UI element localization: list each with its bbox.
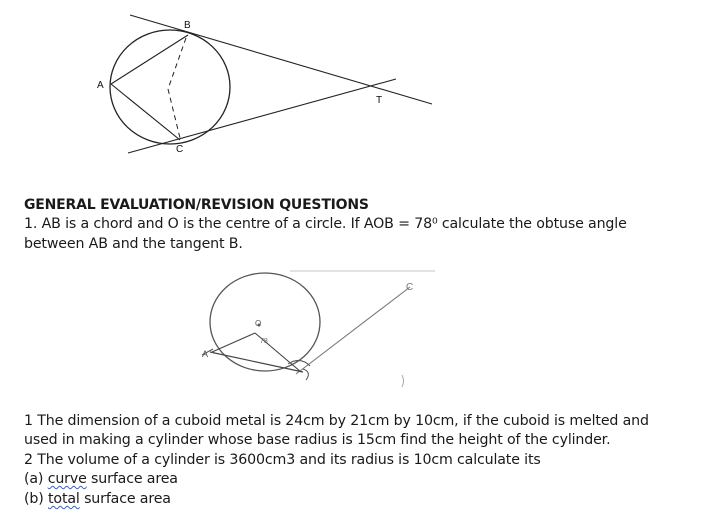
label-c: C: [176, 144, 184, 155]
part-a: [24, 471, 178, 487]
part-b: [24, 491, 171, 507]
label-o: O: [255, 319, 262, 328]
part-a-word: curve: [47, 471, 87, 487]
part-a-suffix: surface area: [86, 471, 178, 487]
question-1-line-1: 1. AB is a chord and O is the centre of a circle. If AOB = 78⁰ calculate the obtuse angle: [24, 216, 627, 232]
question-2-line-2: used in making a cylinder whose base radius is 15cm find the height of the cylinder.: [24, 432, 611, 448]
part-b-word: total: [48, 491, 80, 507]
part-b-prefix: (b): [24, 491, 48, 507]
question-2-line-1: 1 The dimension of a cuboid metal is 24cm by 21cm by 10cm, if the cuboid is melted and: [24, 413, 649, 429]
label-t: T: [376, 95, 383, 106]
angle-arc-2: [303, 369, 308, 380]
label-c: C: [406, 282, 414, 293]
question-1-line-2: between AB and the tangent B.: [24, 236, 243, 252]
radius-oa: [212, 333, 255, 352]
label-a: A: [202, 349, 209, 359]
label-angle: 78: [260, 338, 268, 345]
squiggle-mark: [402, 375, 404, 387]
label-a: A: [97, 80, 104, 91]
label-b: B: [184, 20, 191, 31]
circle: [210, 273, 320, 371]
part-a-prefix: (a): [24, 471, 48, 487]
question-3-line-1: 2 The volume of a cylinder is 3600cm3 and its radius is 10cm calculate its: [24, 452, 541, 468]
part-b-suffix: surface area: [79, 491, 171, 507]
section-heading: GENERAL EVALUATION/REVISION QUESTIONS: [24, 197, 369, 213]
tangent-line: [296, 287, 410, 374]
